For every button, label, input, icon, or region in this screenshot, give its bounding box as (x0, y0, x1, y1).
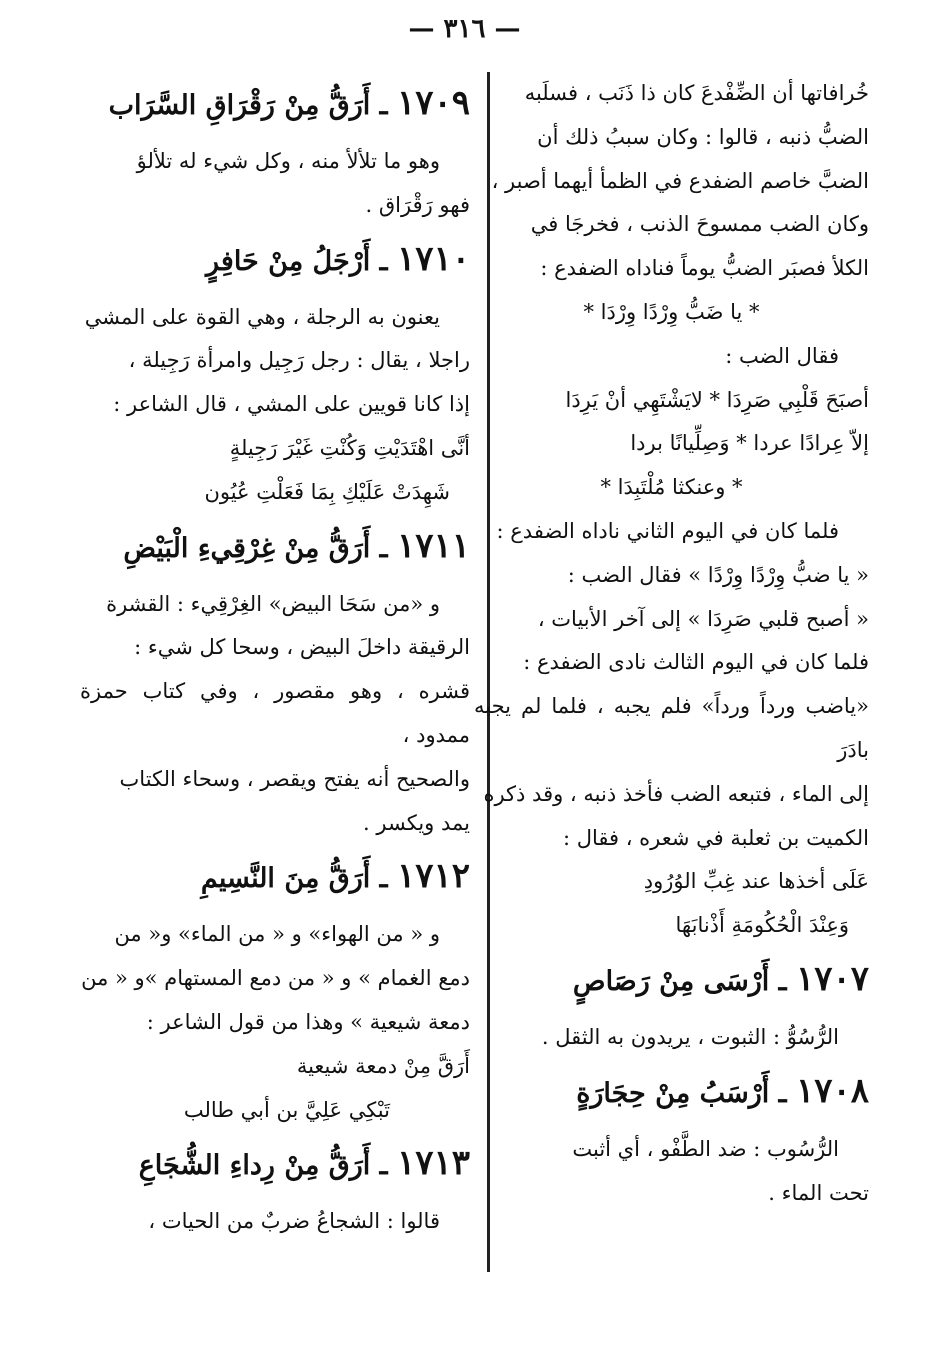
paragraph-start: فلما كان في اليوم الثاني ناداه الضفدع : (496, 518, 839, 543)
text-line: «ياضب ورداً ورداً» فلم يجبه ، فلما لم يجبه بادَرَ (474, 694, 869, 762)
text-line: فلما كان في اليوم الثالث نادى الضفدع : (523, 650, 869, 675)
paragraph-start: و «من سَحَا البيض» الغِرْقِيء : القشرة (106, 591, 440, 616)
text-line: دمعة شيعية » وهذا من قول الشاعر : (146, 1009, 470, 1034)
page-number: — ٣١٦ — (408, 14, 521, 44)
proverb-heading (474, 948, 869, 1016)
proverb-number: ١٧١٢ (396, 856, 470, 897)
text-line: إذا كانا قويين على المشي ، قال الشاعر : (113, 392, 470, 417)
text-line: فهو رَقْرَاق . (365, 192, 470, 217)
proverb-number: ١٧١٣ (396, 1143, 470, 1184)
text-line: الرقيقة داخلَ البيض ، وسحا كل شيء : (134, 635, 470, 660)
text-line: « أصبح قلبي صَرِدَا » إلى آخر الأبيات ، (537, 606, 869, 631)
proverb-heading (80, 515, 470, 583)
right-column (474, 72, 869, 1215)
verse-line: شَهِدَتْ عَلَيْكِ بِمَا فَعَلْتِ عُيُون (204, 479, 450, 504)
verse-line: * وعنكثا مُلْتَبِدَا * (600, 475, 743, 500)
proverb-heading (474, 1060, 869, 1128)
text-line: أنَّى اهْتَدَيْتِ وَكُنْتِ غَيْرَ رَجِيلةٍ (229, 435, 470, 460)
text-line: تحت الماء . (768, 1180, 869, 1205)
proverb-title: ـ أَرَقُّ مِنْ رَقْرَاقِ السَّرَاب (108, 90, 397, 121)
text-line: إلاّ عِرادًا عردا * وَصِلِّيانًا بردا (630, 431, 869, 456)
text-line: والصحيح أنه يفتح ويقصر ، وسحاء الكتاب (119, 766, 470, 791)
proverb-number: ١٧٠٨ (795, 1070, 869, 1111)
proverb-title: ـ أَرَقُّ مِنْ رِداءِ الشُّجَاعِ (138, 1150, 397, 1182)
paragraph-start: يعنون به الرجلة ، وهي القوة على المشي (84, 304, 440, 329)
verse-line: وَعِنْدَ الْحُكُومَةِ أَذْنابَهَا (675, 913, 849, 938)
proverb-number: ١٧٠٩ (396, 83, 470, 123)
paragraph-start: و « من الهواء» و « من الماء» و« من (114, 922, 440, 947)
proverb-heading (80, 228, 470, 296)
text-line: خُرافاتها أن الضِّفْدعَ كان ذا ذَنَب ، فسلَبه (524, 81, 869, 105)
paragraph-start: الرُّسُوب : ضد الطَّفْو ، أي أثبت (572, 1136, 839, 1161)
text-line: الكميت بن ثعلبة في شعره ، فقال : (562, 825, 869, 850)
text-line: الضبُّ ذنبه ، قالوا : وكان سببُ ذلك أن (537, 124, 869, 149)
proverb-heading (80, 72, 470, 140)
proverb-number: ١٧١٠ (396, 238, 470, 279)
text-line: « يا ضبُّ وِرْدًا وِرْدًا » فقال الضب : (567, 562, 869, 587)
proverb-title: ـ أَرَقُّ مِنَ النَّسِيمِ (200, 863, 397, 895)
proverb-title: ـ أَرْسَبُ مِنْ حِجَارَةٍ (576, 1077, 796, 1109)
proverb-heading (80, 1132, 470, 1200)
paragraph-start: قالوا : الشجاعُ ضربٌ من الحيات ، (148, 1209, 440, 1234)
text-line: أصبَحَ قَلْبِي صَرِدَا * لايَشْتَهِي أنْ يَرِدَا (565, 387, 869, 412)
text-line: يمد ويكسر . (363, 810, 470, 835)
verse-line: * يا ضَبُّ وِرْدًا وِرْدَا * (583, 299, 760, 324)
left-column (80, 72, 470, 1244)
proverb-heading (80, 845, 470, 913)
text-line: راجلا ، يقال : رجل رَجِيل وامرأة رَجِيلة ، (128, 348, 470, 373)
text-line: وكان الضب ممسوحَ الذنب ، فخرجَا في (530, 212, 869, 237)
paragraph-start: فقال الضب : (725, 343, 839, 368)
text-line: إلى الماء ، فتبعه الضب فأخذ ذنبه ، وقد ذكره (483, 781, 869, 806)
verse-line: عَلَى أخذها عند غِبِّ الوُرُودِ (643, 869, 869, 894)
proverb-title: ـ أَرْجَلُ مِنْ حَافِرٍ (206, 245, 397, 277)
paragraph-start: وهو ما تلألأ منه ، وكل شيء له تلألؤ (136, 149, 440, 173)
proverb-title: ـ أَرَقُّ مِنْ غِرْقِيءِ الْبَيْضِ (123, 532, 397, 564)
proverb-number: ١٧٠٧ (795, 958, 869, 999)
text-line: أَرَقَّ مِنْ دمعة شيعية (296, 1053, 470, 1078)
text-line: الضبَّ خاصم الضفدع في الظمأ أيهما أصبر ، (491, 168, 869, 193)
text-line: دمع الغمام » و « من دمع المستهام »و « من (81, 966, 470, 991)
proverb-title: ـ أَرْسَى مِنْ رَصَاصٍ (572, 965, 796, 997)
text-line: قشره ، وهو مقصور ، وفي كتاب حمزة ممدود ، (80, 679, 470, 747)
verse-line: تَبْكِي عَلِيَّ بن أبي طالب (183, 1097, 390, 1122)
text-line: الكلأ فصبَر الضبُّ يوماً فناداه الضفدع : (540, 256, 869, 281)
paragraph-start: الرُّسُوُّ : الثبوت ، يريدون به الثقل . (541, 1024, 839, 1049)
proverb-number: ١٧١١ (396, 525, 470, 566)
